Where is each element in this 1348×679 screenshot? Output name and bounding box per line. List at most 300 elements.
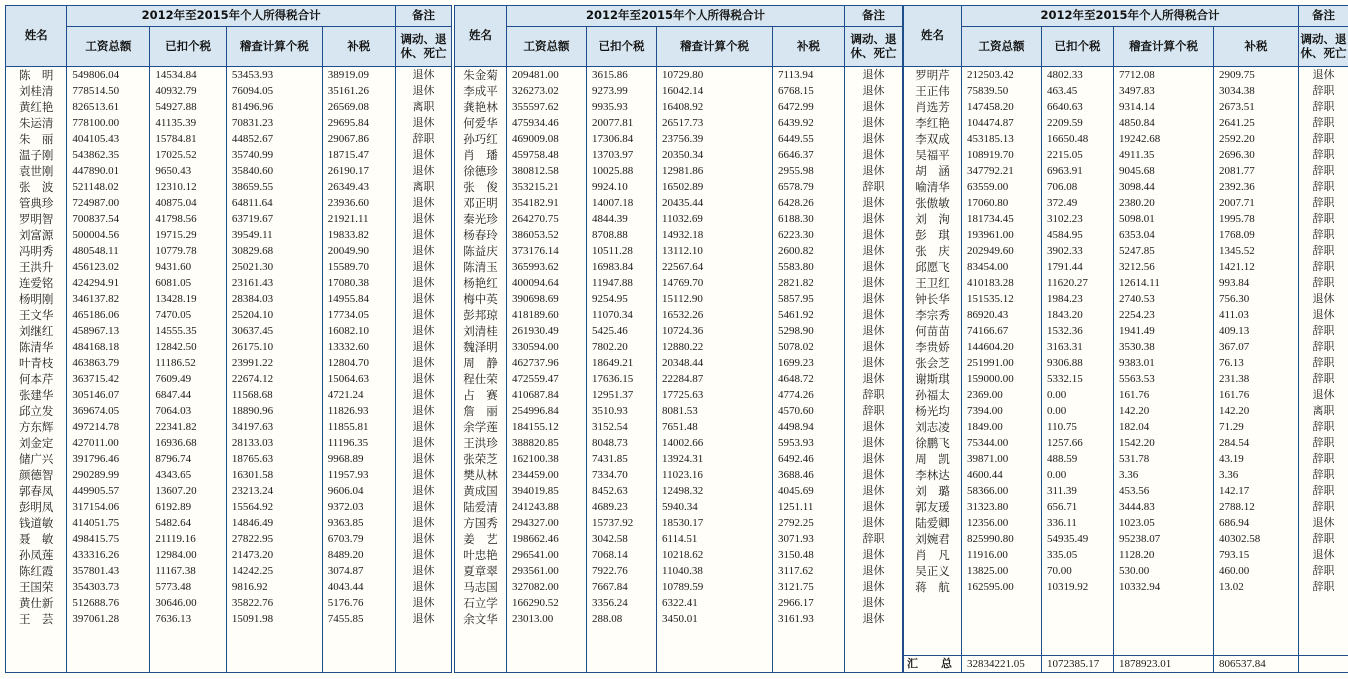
table-row <box>6 275 452 291</box>
cell-note: 退休 <box>395 595 451 611</box>
cell-name: 肖 璠 <box>455 147 507 163</box>
header-note: 备注 <box>845 6 903 27</box>
cell-wage: 202949.60 <box>962 243 1042 259</box>
cell-withheld: 463.45 <box>1042 83 1114 99</box>
table-row <box>6 99 452 115</box>
cell-note: 退休 <box>395 371 451 387</box>
cell-audit: 39549.11 <box>226 227 322 243</box>
cell-wage: 305146.07 <box>67 387 150 403</box>
cell-withheld: 1791.44 <box>1042 259 1114 275</box>
total-label: 汇 总 <box>904 656 962 673</box>
table-row <box>6 419 452 435</box>
cell-note: 辞职 <box>1299 467 1348 483</box>
table-row <box>904 531 1348 547</box>
cell-withheld: 11070.34 <box>587 307 657 323</box>
cell-withheld: 18649.21 <box>587 355 657 371</box>
cell-note: 退休 <box>845 435 903 451</box>
cell-audit: 6114.51 <box>657 531 773 547</box>
cell-note: 退休 <box>845 339 903 355</box>
cell-audit: 35822.76 <box>226 595 322 611</box>
cell-payback: 6578.79 <box>773 179 845 195</box>
cell-audit: 35740.99 <box>226 147 322 163</box>
table-row <box>6 243 452 259</box>
cell-audit: 13112.10 <box>657 243 773 259</box>
cell-withheld: 7667.84 <box>587 579 657 595</box>
table-row <box>455 195 903 211</box>
cell-audit: 5563.53 <box>1114 371 1214 387</box>
cell-wage: 394019.85 <box>507 483 587 499</box>
cell-note: 退休 <box>395 195 451 211</box>
table-row <box>6 483 452 499</box>
table-row <box>455 563 903 579</box>
cell-payback: 2600.82 <box>773 243 845 259</box>
cell-audit: 44852.67 <box>226 131 322 147</box>
cell-wage: 459758.48 <box>507 147 587 163</box>
cell-note: 退休 <box>845 259 903 275</box>
cell-wage: 181734.45 <box>962 211 1042 227</box>
cell-note: 辞职 <box>1299 531 1348 547</box>
cell-wage: 11916.00 <box>962 547 1042 563</box>
cell-name: 陈红霞 <box>6 563 67 579</box>
cell-audit: 11568.68 <box>226 387 322 403</box>
cell-note: 退休 <box>395 83 451 99</box>
cell-payback: 161.76 <box>1214 387 1299 403</box>
cell-note: 退休 <box>845 323 903 339</box>
cell-name: 周 凯 <box>904 451 962 467</box>
cell-payback: 20049.90 <box>322 243 395 259</box>
cell-name: 秦光珍 <box>455 211 507 227</box>
tax-table-2 <box>454 5 903 673</box>
cell-wage: 825990.80 <box>962 531 1042 547</box>
cell-withheld: 6081.05 <box>150 275 226 291</box>
cell-audit: 7651.48 <box>657 419 773 435</box>
cell-audit: 1941.49 <box>1114 323 1214 339</box>
total-audit: 1878923.01 <box>1114 656 1214 673</box>
cell-wage: 147458.20 <box>962 99 1042 115</box>
cell-payback: 17734.05 <box>322 307 395 323</box>
cell-payback: 5176.76 <box>322 595 395 611</box>
cell-wage: 465186.06 <box>67 307 150 323</box>
cell-payback: 2792.25 <box>773 515 845 531</box>
cell-name: 刘清桂 <box>455 323 507 339</box>
cell-withheld: 9306.88 <box>1042 355 1114 371</box>
cell-wage: 63559.00 <box>962 179 1042 195</box>
table-row <box>904 99 1348 115</box>
cell-name: 朱 丽 <box>6 131 67 147</box>
cell-withheld: 11186.52 <box>150 355 226 371</box>
cell-withheld: 11947.88 <box>587 275 657 291</box>
cell-payback: 21921.11 <box>322 211 395 227</box>
cell-withheld: 8796.74 <box>150 451 226 467</box>
cell-payback: 29067.86 <box>322 131 395 147</box>
table-row <box>6 547 452 563</box>
cell-note: 退休 <box>395 611 451 627</box>
cell-withheld: 6963.91 <box>1042 163 1114 179</box>
cell-withheld: 7636.13 <box>150 611 226 627</box>
cell-name: 樊从林 <box>455 467 507 483</box>
cell-name: 黄仕新 <box>6 595 67 611</box>
cell-payback: 4721.24 <box>322 387 395 403</box>
cell-name: 余文华 <box>455 611 507 627</box>
cell-name: 孙凤莲 <box>6 547 67 563</box>
cell-audit: 17725.63 <box>657 387 773 403</box>
cell-note: 退休 <box>845 355 903 371</box>
cell-note: 退休 <box>395 563 451 579</box>
cell-wage: 447890.01 <box>67 163 150 179</box>
table-row <box>6 611 452 627</box>
cell-audit: 53453.93 <box>226 67 322 84</box>
cell-audit: 4911.35 <box>1114 147 1214 163</box>
cell-wage: 296541.00 <box>507 547 587 563</box>
filler-cell <box>226 627 322 673</box>
cell-wage: 778100.00 <box>67 115 150 131</box>
cell-wage: 74166.67 <box>962 323 1042 339</box>
cell-wage: 826513.61 <box>67 99 150 115</box>
cell-audit: 453.56 <box>1114 483 1214 499</box>
cell-audit: 10729.80 <box>657 67 773 84</box>
cell-audit: 7712.08 <box>1114 67 1214 84</box>
cell-payback: 4498.94 <box>773 419 845 435</box>
table-row <box>455 355 903 371</box>
cell-wage: 166290.52 <box>507 595 587 611</box>
cell-withheld: 7431.85 <box>587 451 657 467</box>
table-row <box>6 579 452 595</box>
cell-withheld: 14555.35 <box>150 323 226 339</box>
cell-wage: 373176.14 <box>507 243 587 259</box>
cell-name: 彭 琪 <box>904 227 962 243</box>
table-row <box>6 323 452 339</box>
cell-payback: 2592.20 <box>1214 131 1299 147</box>
cell-withheld: 7922.76 <box>587 563 657 579</box>
cell-withheld: 12951.37 <box>587 387 657 403</box>
cell-withheld: 9935.93 <box>587 99 657 115</box>
cell-payback: 1699.23 <box>773 355 845 371</box>
cell-withheld: 17636.15 <box>587 371 657 387</box>
cell-payback: 76.13 <box>1214 355 1299 371</box>
cell-withheld: 3510.93 <box>587 403 657 419</box>
cell-name: 陈 明 <box>6 67 67 84</box>
table-row <box>455 467 903 483</box>
cell-withheld: 16983.84 <box>587 259 657 275</box>
table-row <box>904 499 1348 515</box>
table-row <box>904 547 1348 563</box>
cell-audit: 14846.49 <box>226 515 322 531</box>
cell-payback: 367.07 <box>1214 339 1299 355</box>
table-row <box>904 403 1348 419</box>
cell-withheld: 8048.73 <box>587 435 657 451</box>
cell-wage: 12356.00 <box>962 515 1042 531</box>
cell-payback: 13.02 <box>1214 579 1299 595</box>
cell-payback: 18715.47 <box>322 147 395 163</box>
cell-payback: 11826.93 <box>322 403 395 419</box>
table-row <box>904 195 1348 211</box>
cell-note: 退休 <box>845 83 903 99</box>
cell-name: 石立学 <box>455 595 507 611</box>
table-row <box>904 515 1348 531</box>
cell-note: 退休 <box>395 115 451 131</box>
cell-wage: 13825.00 <box>962 563 1042 579</box>
filler-cell <box>67 627 150 673</box>
table-row <box>6 595 452 611</box>
cell-payback: 4774.26 <box>773 387 845 403</box>
cell-withheld: 15737.92 <box>587 515 657 531</box>
header-group: 2012年至2015年个人所得税合计 <box>67 6 396 27</box>
cell-note: 辞职 <box>1299 563 1348 579</box>
cell-withheld: 54935.49 <box>1042 531 1114 547</box>
cell-payback: 12804.70 <box>322 355 395 371</box>
cell-payback: 2641.25 <box>1214 115 1299 131</box>
cell-withheld: 10779.78 <box>150 243 226 259</box>
cell-wage: 462737.96 <box>507 355 587 371</box>
cell-wage: 31323.80 <box>962 499 1042 515</box>
cell-wage: 294327.00 <box>507 515 587 531</box>
cell-note: 退休 <box>845 611 903 627</box>
cell-wage: 549806.04 <box>67 67 150 84</box>
cell-audit: 1128.20 <box>1114 547 1214 563</box>
cell-withheld: 12310.12 <box>150 179 226 195</box>
table-row <box>904 67 1348 84</box>
cell-payback: 1768.09 <box>1214 227 1299 243</box>
cell-name: 徐鹏飞 <box>904 435 962 451</box>
cell-audit: 27822.95 <box>226 531 322 547</box>
cell-payback: 11855.81 <box>322 419 395 435</box>
cell-payback: 13332.60 <box>322 339 395 355</box>
table-row <box>904 339 1348 355</box>
cell-audit: 8081.53 <box>657 403 773 419</box>
cell-withheld: 40932.79 <box>150 83 226 99</box>
cell-payback: 6439.92 <box>773 115 845 131</box>
cell-audit: 12880.22 <box>657 339 773 355</box>
table-row <box>455 67 903 84</box>
table-row <box>6 499 452 515</box>
cell-payback: 142.20 <box>1214 403 1299 419</box>
cell-name: 张 俊 <box>455 179 507 195</box>
table-row <box>6 115 452 131</box>
table-row <box>455 227 903 243</box>
cell-name: 孙福太 <box>904 387 962 403</box>
cell-withheld: 1984.23 <box>1042 291 1114 307</box>
cell-name: 李红艳 <box>904 115 962 131</box>
header-note-detail: 调动、退休、死亡 <box>845 27 903 67</box>
cell-payback: 5583.80 <box>773 259 845 275</box>
cell-note: 退休 <box>845 99 903 115</box>
cell-wage: 380812.58 <box>507 163 587 179</box>
cell-note: 辞职 <box>1299 323 1348 339</box>
table-row <box>455 595 903 611</box>
cell-note: 退休 <box>845 499 903 515</box>
cell-audit: 95238.07 <box>1114 531 1214 547</box>
cell-name: 邱愿飞 <box>904 259 962 275</box>
cell-name: 李宗秀 <box>904 307 962 323</box>
cell-withheld: 9924.10 <box>587 179 657 195</box>
cell-payback: 3117.62 <box>773 563 845 579</box>
total-payback: 806537.84 <box>1214 656 1299 673</box>
cell-wage: 184155.12 <box>507 419 587 435</box>
cell-wage: 151535.12 <box>962 291 1042 307</box>
cell-withheld: 706.08 <box>1042 179 1114 195</box>
cell-name: 郭春凤 <box>6 483 67 499</box>
cell-audit: 21473.20 <box>226 547 322 563</box>
cell-payback: 284.54 <box>1214 435 1299 451</box>
cell-withheld: 3152.54 <box>587 419 657 435</box>
table-row <box>904 211 1348 227</box>
cell-name: 程仕荣 <box>455 371 507 387</box>
cell-withheld: 1532.36 <box>1042 323 1114 339</box>
table-row <box>904 163 1348 179</box>
cell-audit: 81496.96 <box>226 99 322 115</box>
cell-wage: 23013.00 <box>507 611 587 627</box>
cell-payback: 8489.20 <box>322 547 395 563</box>
table-row <box>455 483 903 499</box>
cell-name: 罗明芹 <box>904 67 962 84</box>
cell-payback: 793.15 <box>1214 547 1299 563</box>
cell-note: 辞职 <box>1299 99 1348 115</box>
cell-payback: 5298.90 <box>773 323 845 339</box>
cell-name: 陆爱卿 <box>904 515 962 531</box>
cell-wage: 355597.62 <box>507 99 587 115</box>
cell-wage: 386053.52 <box>507 227 587 243</box>
cell-withheld: 0.00 <box>1042 467 1114 483</box>
header-withheld: 已扣个税 <box>1042 27 1114 67</box>
cell-note: 辞职 <box>1299 579 1348 595</box>
cell-audit: 14932.18 <box>657 227 773 243</box>
cell-wage: 472559.47 <box>507 371 587 387</box>
cell-withheld: 3102.23 <box>1042 211 1114 227</box>
cell-note: 辞职 <box>1299 211 1348 227</box>
cell-withheld: 9431.60 <box>150 259 226 275</box>
cell-wage: 388820.85 <box>507 435 587 451</box>
cell-audit: 20348.44 <box>657 355 773 371</box>
cell-note: 退休 <box>395 147 451 163</box>
cell-name: 陈清玉 <box>455 259 507 275</box>
cell-note: 辞职 <box>395 131 451 147</box>
cell-withheld: 3042.58 <box>587 531 657 547</box>
cell-name: 王洪珍 <box>455 435 507 451</box>
cell-audit: 16042.14 <box>657 83 773 99</box>
cell-payback: 9363.85 <box>322 515 395 531</box>
cell-name: 杨明刚 <box>6 291 67 307</box>
cell-wage: 427011.00 <box>67 435 150 451</box>
table-row <box>904 323 1348 339</box>
cell-note: 辞职 <box>1299 227 1348 243</box>
cell-withheld: 4802.33 <box>1042 67 1114 84</box>
cell-note: 退休 <box>395 435 451 451</box>
cell-note: 退休 <box>845 243 903 259</box>
cell-wage: 75839.50 <box>962 83 1042 99</box>
table-row <box>455 403 903 419</box>
table-row <box>6 307 452 323</box>
cell-name: 夏章翠 <box>455 563 507 579</box>
cell-note: 退休 <box>845 371 903 387</box>
table-row <box>904 451 1348 467</box>
cell-note: 辞职 <box>1299 147 1348 163</box>
table-row <box>904 307 1348 323</box>
cell-payback: 11957.93 <box>322 467 395 483</box>
cell-wage: 480548.11 <box>67 243 150 259</box>
cell-note: 退休 <box>1299 547 1348 563</box>
cell-wage: 469009.08 <box>507 131 587 147</box>
table-row <box>455 99 903 115</box>
cell-note: 辞职 <box>845 403 903 419</box>
cell-withheld: 335.05 <box>1042 547 1114 563</box>
cell-name: 张建华 <box>6 387 67 403</box>
cell-payback: 2966.17 <box>773 595 845 611</box>
cell-note: 辞职 <box>1299 419 1348 435</box>
cell-audit: 18530.17 <box>657 515 773 531</box>
cell-audit: 3212.56 <box>1114 259 1214 275</box>
filler-cell <box>150 627 226 673</box>
filler-cell <box>455 627 507 673</box>
cell-payback: 26569.08 <box>322 99 395 115</box>
cell-name: 何本芹 <box>6 371 67 387</box>
cell-note: 离职 <box>1299 403 1348 419</box>
cell-payback: 4043.44 <box>322 579 395 595</box>
cell-name: 周 静 <box>455 355 507 371</box>
header-payback: 补税 <box>1214 27 1299 67</box>
table-row <box>455 179 903 195</box>
table-row <box>455 323 903 339</box>
cell-wage: 404105.43 <box>67 131 150 147</box>
cell-wage: 543862.35 <box>67 147 150 163</box>
filler-row <box>904 595 1348 656</box>
cell-wage: 397061.28 <box>67 611 150 627</box>
cell-note: 退休 <box>845 275 903 291</box>
filler-cell <box>395 627 451 673</box>
cell-wage: 261930.49 <box>507 323 587 339</box>
cell-audit: 16301.58 <box>226 467 322 483</box>
cell-note: 退休 <box>845 195 903 211</box>
cell-withheld: 70.00 <box>1042 563 1114 579</box>
cell-withheld: 336.11 <box>1042 515 1114 531</box>
cell-payback: 3688.46 <box>773 467 845 483</box>
cell-wage: 2369.00 <box>962 387 1042 403</box>
header-note-detail: 调动、退休、死亡 <box>1299 27 1348 67</box>
cell-name: 邱立发 <box>6 403 67 419</box>
table-row <box>455 531 903 547</box>
cell-wage: 264270.75 <box>507 211 587 227</box>
header-audit: 稽查计算个税 <box>226 27 322 67</box>
cell-note: 退休 <box>395 291 451 307</box>
cell-audit: 25204.10 <box>226 307 322 323</box>
header-name: 姓名 <box>6 6 67 67</box>
cell-audit: 28133.03 <box>226 435 322 451</box>
cell-note: 退休 <box>1299 291 1348 307</box>
cell-note: 退休 <box>845 595 903 611</box>
table-body-1 <box>6 67 452 673</box>
table-row <box>904 579 1348 595</box>
cell-wage: 353215.21 <box>507 179 587 195</box>
cell-withheld: 7068.14 <box>587 547 657 563</box>
cell-name: 何苗苗 <box>904 323 962 339</box>
cell-name: 龚艳林 <box>455 99 507 115</box>
cell-audit: 3497.83 <box>1114 83 1214 99</box>
table-row <box>6 67 452 84</box>
cell-audit: 22674.12 <box>226 371 322 387</box>
cell-wage: 162100.38 <box>507 451 587 467</box>
cell-audit: 9383.01 <box>1114 355 1214 371</box>
cell-withheld: 3163.31 <box>1042 339 1114 355</box>
cell-payback: 3150.48 <box>773 547 845 563</box>
cell-payback: 17080.38 <box>322 275 395 291</box>
cell-audit: 22567.64 <box>657 259 773 275</box>
cell-withheld: 3902.33 <box>1042 243 1114 259</box>
cell-wage: 209481.00 <box>507 67 587 84</box>
cell-audit: 19242.68 <box>1114 131 1214 147</box>
cell-note: 退休 <box>845 579 903 595</box>
cell-withheld: 8452.63 <box>587 483 657 499</box>
cell-note: 辞职 <box>1299 131 1348 147</box>
total-note <box>1299 656 1348 673</box>
